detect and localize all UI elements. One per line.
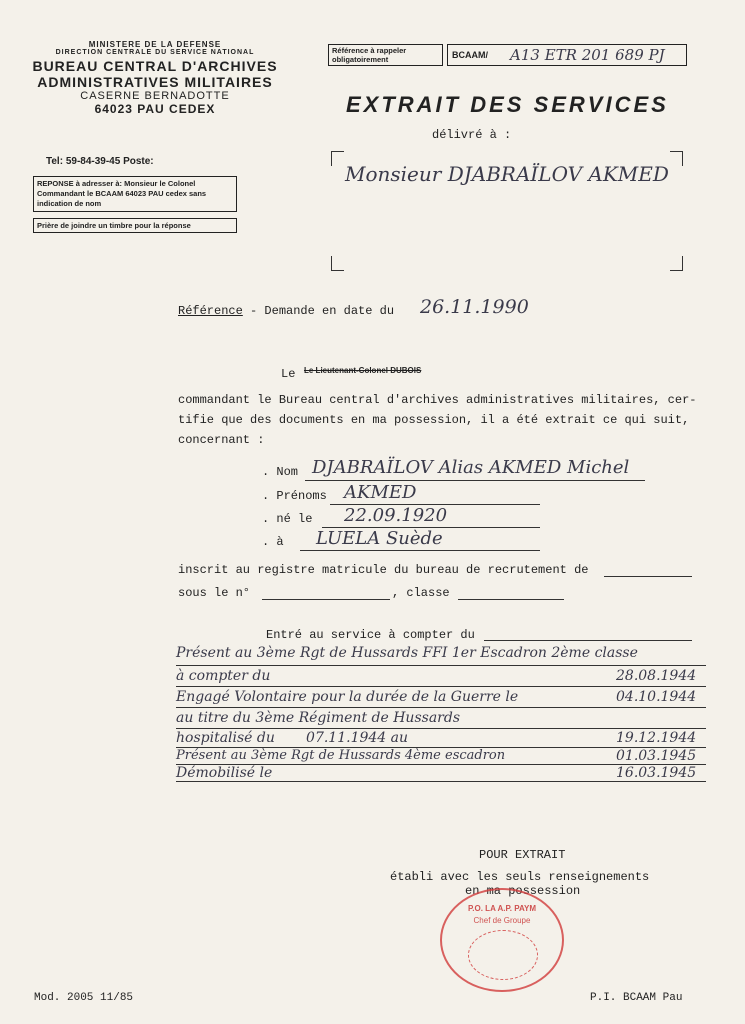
service-entry xyxy=(176,666,706,687)
model-number: Mod. 2005 11/85 xyxy=(34,992,134,1004)
frame-corner-bottom-right xyxy=(670,256,683,271)
service-entry-date: 16.03.1945 xyxy=(616,765,697,781)
service-entries xyxy=(176,645,706,782)
registry-classe-underline xyxy=(458,599,564,600)
request-date: 26.11.1990 xyxy=(420,296,529,318)
service-entry-date: 01.03.1945 xyxy=(616,748,697,764)
frame-corner-top-right xyxy=(670,151,683,166)
ministry-header xyxy=(20,40,290,116)
signature-block: P.I. BCAAM Pau xyxy=(590,992,683,1004)
service-entry xyxy=(176,708,706,729)
prenoms-label: . Prénoms xyxy=(262,489,327,503)
reference-label: Référence xyxy=(178,304,243,318)
service-intro: Entré au service à compter du xyxy=(266,628,475,642)
bureau-line-1: BUREAU CENTRAL D'ARCHIVES xyxy=(32,58,278,74)
ne-label: . né le xyxy=(262,512,313,526)
nom-value: DJABRAÏLOV Alias AKMED Michel xyxy=(312,457,630,478)
birth-date: 22.09.1920 xyxy=(344,505,448,526)
ministry-name: MINISTERE DE LA DEFENSE xyxy=(88,40,222,49)
service-entry-text: Présent au 3ème Rgt de Hussards FFI 1er Escadron 2ème classe xyxy=(176,645,638,661)
certification-text xyxy=(178,390,696,450)
caserne-name: CASERNE BERNADOTTE xyxy=(80,90,230,102)
city-address: 64023 PAU CEDEX xyxy=(94,102,216,116)
prenoms-value: AKMED xyxy=(344,482,417,503)
service-entry-date: 04.10.1944 xyxy=(616,689,697,705)
service-entry xyxy=(176,645,706,666)
service-entry xyxy=(176,748,706,765)
stamp-instruction-box: Prière de joindre un timbre pour la réponse xyxy=(33,218,237,233)
officer-name: Le Lieutenant-Colonel DUBOIS xyxy=(304,366,422,375)
registry-classe-label: , classe xyxy=(392,586,450,600)
service-entry-text: Démobilisé le xyxy=(176,765,273,781)
registry-number-underline xyxy=(262,599,390,600)
nom-label: . Nom xyxy=(262,465,299,479)
delivered-to-label: délivré à : xyxy=(432,128,512,142)
reference-text: - Demande en date du xyxy=(250,304,395,318)
certification-line-3: concernant : xyxy=(178,433,265,447)
a-label: . à xyxy=(262,535,284,549)
service-entry-date: 28.08.1944 xyxy=(616,668,697,684)
telephone: Tel: 59-84-39-45 Poste: xyxy=(46,156,154,167)
service-entry xyxy=(176,765,706,782)
reference-code-value: A13 ETR 201 689 PJ xyxy=(510,46,665,64)
service-entry-text: à compter du xyxy=(176,668,271,684)
registry-number-label: sous le n° xyxy=(178,586,251,600)
frame-corner-top-left xyxy=(331,151,344,166)
stamp-emblem-icon xyxy=(468,930,538,980)
service-entry-text: Présent au 3ème Rgt de Hussards 4ème escadron xyxy=(176,748,506,763)
service-entry-text: Engagé Volontaire pour la durée de la Guerre le xyxy=(176,689,519,705)
registry-line-1: inscrit au registre matricule du bureau de recrutement de xyxy=(178,563,589,577)
closing-line-1: établi avec les seuls renseignements xyxy=(390,870,650,884)
reference-code-box xyxy=(447,44,687,66)
a-underline xyxy=(300,550,540,551)
stamp-text-1: P.O. LA A.P. PAYM xyxy=(467,904,537,913)
document-title: EXTRAIT DES SERVICES xyxy=(346,92,669,117)
certification-line-2: tifie que des documents en ma possession, il a été extrait ce qui suit, xyxy=(178,413,690,427)
certification-line-1: commandant le Bureau central d'archives administratives militaires, cer- xyxy=(178,393,697,407)
le-label: Le xyxy=(281,367,296,381)
pour-extrait: POUR EXTRAIT xyxy=(479,848,566,862)
bureau-line-2: ADMINISTRATIVES MILITAIRES xyxy=(37,74,273,90)
reference-code-label: BCAAM/ xyxy=(452,50,488,60)
service-entry-date: 19.12.1944 xyxy=(616,730,697,746)
reference-line xyxy=(178,304,394,318)
direction-name: DIRECTION CENTRALE DU SERVICE NATIONAL xyxy=(55,49,255,56)
response-instruction-box: REPONSE à adresser à: Monsieur le Colonel Commandant le BCAAM 64023 PAU cedex sans indication de nom xyxy=(33,176,237,212)
service-entry-text: hospitalisé du 07.11.1944 au xyxy=(176,730,409,746)
frame-corner-bottom-left xyxy=(331,256,344,271)
stamp-text-2: Chef de Groupe xyxy=(473,916,531,925)
nom-underline xyxy=(305,480,645,481)
birth-place: LUELA Suède xyxy=(316,528,443,549)
official-stamp xyxy=(440,888,564,992)
registry-bureau-underline xyxy=(604,576,692,577)
service-intro-underline xyxy=(484,640,692,641)
service-entry-text: au titre du 3ème Régiment de Hussards xyxy=(176,710,460,726)
recipient-name: Monsieur DJABRAÏLOV AKMED xyxy=(345,162,669,186)
closing-line-2: en ma possession xyxy=(465,884,581,898)
reference-reminder-box: Référence à rappeler obligatoirement xyxy=(328,44,443,66)
service-entry xyxy=(176,729,706,748)
service-entry xyxy=(176,687,706,708)
